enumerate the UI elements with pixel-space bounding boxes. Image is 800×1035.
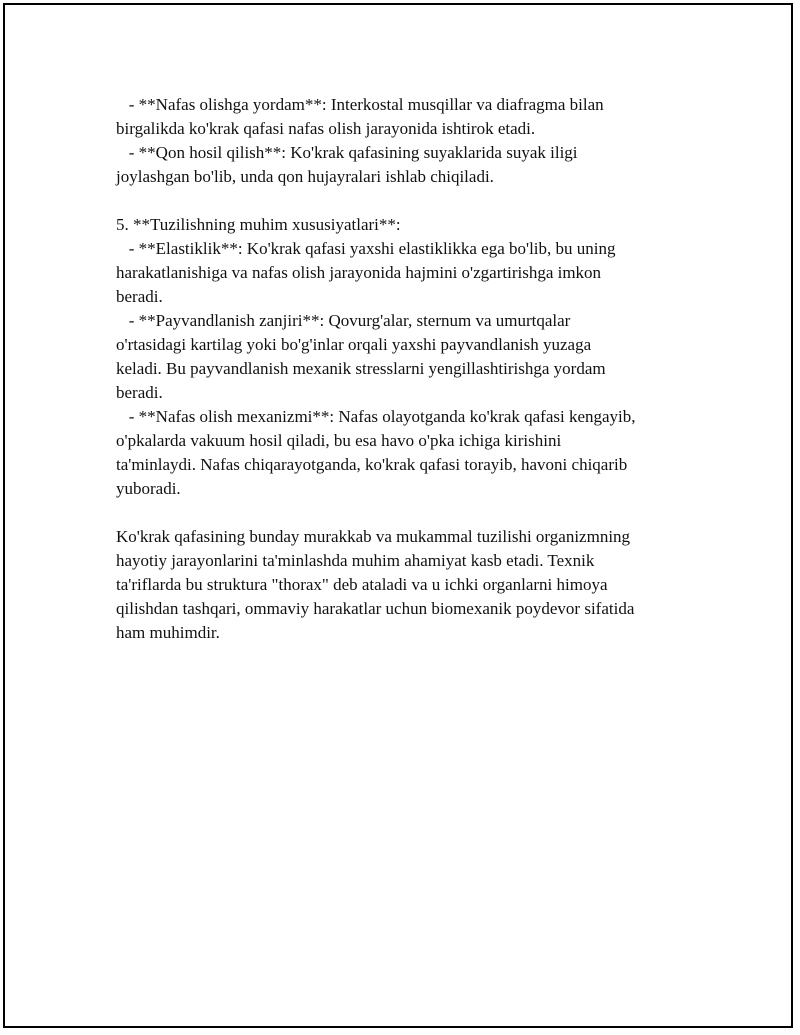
- text-line: - **Payvandlanish zanjiri**: Qovurg'alar, sternum va umurtqalar: [116, 311, 571, 330]
- section-heading: 5. **Tuzilishning muhim xususiyatlari**:: [116, 215, 401, 234]
- paragraph-block-3: [116, 525, 706, 645]
- text-line: o'pkalarda vakuum hosil qiladi, bu esa havo o'pka ichiga kirishini: [116, 431, 562, 450]
- text-line: ta'riflarda bu struktura "thorax" deb ataladi va u ichki organlarni himoya: [116, 575, 608, 594]
- text-line: yuboradi.: [116, 479, 181, 498]
- document-body: [116, 93, 706, 645]
- text-line: keladi. Bu payvandlanish mexanik stresslarni yengillashtirishga yordam: [116, 359, 606, 378]
- text-line: Ko'krak qafasining bunday murakkab va mukammal tuzilishi organizmning: [116, 527, 631, 546]
- text-line: o'rtasidagi kartilag yoki bo'g'inlar orqali yaxshi payvandlanish yuzaga: [116, 335, 592, 354]
- text-line: ham muhimdir.: [116, 623, 220, 642]
- text-line: ta'minlaydi. Nafas chiqarayotganda, ko'krak qafasi torayib, havoni chiqarib: [116, 455, 628, 474]
- paragraph-gap: [116, 501, 706, 525]
- text-line: beradi.: [116, 287, 163, 306]
- text-line: hayotiy jarayonlarini ta'minlashda muhim ahamiyat kasb etadi. Texnik: [116, 551, 595, 570]
- text-line: harakatlanishiga va nafas olish jarayonida hajmini o'zgartirishga imkon: [116, 263, 602, 282]
- text-line: - **Qon hosil qilish**: Ko'krak qafasining suyaklarida suyak iligi: [116, 143, 578, 162]
- text-line: - **Elastiklik**: Ko'krak qafasi yaxshi elastiklikka ega bo'lib, bu uning: [116, 239, 616, 258]
- text-line: joylashgan bo'lib, unda qon hujayralari ishlab chiqiladi.: [116, 167, 494, 186]
- text-line: - **Nafas olish mexanizmi**: Nafas olayotganda ko'krak qafasi kengayib,: [116, 407, 636, 426]
- text-line: beradi.: [116, 383, 163, 402]
- paragraph-gap: [116, 189, 706, 213]
- text-line: birgalikda ko'krak qafasi nafas olish jarayonida ishtirok etadi.: [116, 119, 536, 138]
- text-line: - **Nafas olishga yordam**: Interkostal musqillar va diafragma bilan: [116, 95, 604, 114]
- paragraph-block-1: [116, 93, 706, 189]
- paragraph-block-2: [116, 213, 706, 501]
- text-line: qilishdan tashqari, ommaviy harakatlar uchun biomexanik poydevor sifatida: [116, 599, 635, 618]
